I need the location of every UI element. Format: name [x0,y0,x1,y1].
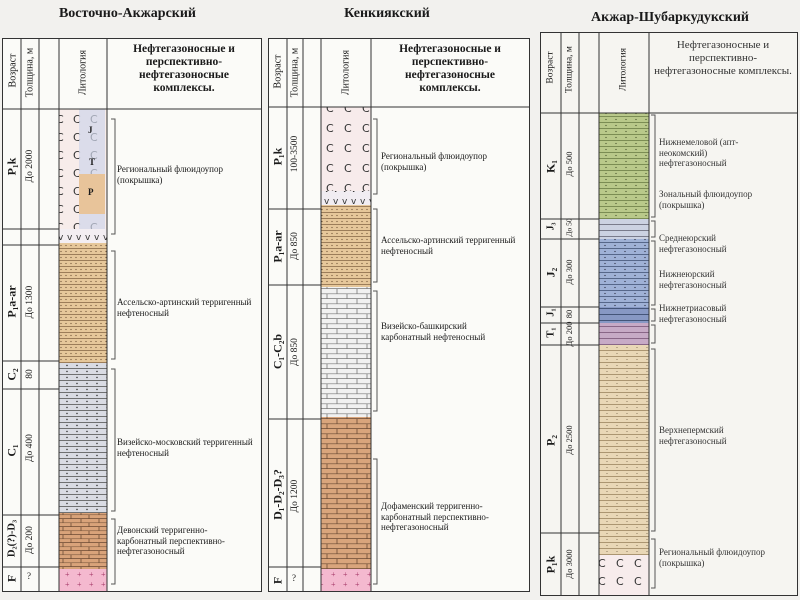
thickness-label: ? [27,571,31,581]
complex-description: Ассельско-артинский терригенный нефтеносный [381,235,516,256]
header-age: Возраст [272,54,284,89]
section-panel-2 [268,38,530,592]
column-title-akzhar-shubarkuduksky: Акжар-Шубаркудукский [591,10,749,25]
section-panel-3 [540,32,798,596]
age-label: P₁a-ar [270,230,285,263]
header-complexes: Нефтегазоносные и перспективно- нефтегазоносные комплексы. [654,39,792,77]
age-label: C₂ [4,368,19,381]
age-label: T₁ [545,327,557,338]
header-lithology: Литология [618,47,629,92]
column-title-kenkiyaksky: Кенкиякский [344,6,430,21]
header-age: Возраст [7,53,19,88]
thickness-label: До 400 [25,434,35,462]
thickness-label: До 200 [25,526,35,554]
age-label: J₂ [543,267,558,278]
thickness-label: 80 [25,369,35,379]
thickness-label: До 200 [564,321,574,347]
thickness-label: До 2000 [25,149,35,183]
age-label: P₁k [270,147,285,166]
complex-description: Зональный флюидоупор (покрышка) [659,189,753,210]
age-label: K₁ [543,160,558,173]
thickness-label: До 1200 [290,479,300,513]
age-label: F [4,574,19,583]
thickness-label: До 850 [290,338,300,366]
complex-description: Нижнетриасовый нефтегазоносный [659,303,727,324]
complex-description: Региональный флюидоупор (покрышка) [117,164,223,185]
age-label: J₃ [545,222,557,231]
column-title-vostochno-akzharsky: Восточно-Акжарский [58,6,197,21]
complex-description: Ассельско-артинский терригенный нефтеносный [117,297,252,318]
complex-description: Среднеюрский нефтегазоносный [659,233,727,254]
age-label: C₁ [4,444,19,457]
inclusion-label: T [89,157,96,167]
age-label: P₁k [543,555,558,574]
complex-description: Верхнепермский нефтегазоносный [659,425,727,446]
age-label: P₁k [4,157,19,176]
section-panel-1 [2,38,262,592]
thickness-label: До 300 [564,259,574,285]
header-thickness: Толщина, м [24,47,36,98]
complex-description: Региональный флюидоупор (покрышка) [659,547,765,568]
age-label: P₂ [543,435,558,446]
complex-description: Визейско-московский терригенный нефтеносный [117,437,253,458]
header-complexes: Нефтегазоносные и перспективно- нефтегазоносные комплексы. [133,43,235,94]
header-lithology: Литология [77,49,89,96]
complex-description: Нижнеюрский нефтегазоносный [659,269,727,290]
age-label: F [270,576,285,585]
thickness-label: До 2500 [564,425,574,455]
thickness-label: До 50 [564,218,574,237]
thickness-label: До 500 [564,151,574,177]
complex-description: Визейско-башкирский карбонатный нефтеносный [381,321,486,342]
age-label: J₁ [545,308,557,317]
complex-description: Дофаменский терригенно- карбонатный перспективно- нефтегазоносный [381,501,489,532]
thickness-label: 100-3500 [290,135,300,173]
inclusion-label: P [88,187,94,197]
complex-description: Девонский терригенно- карбонатный перспективно- нефтегазоносный [117,525,225,556]
thickness-label: ? [292,573,296,583]
complex-description: Региональный флюидоупор (покрышка) [381,151,487,172]
thickness-label: До 1300 [25,285,35,319]
header-age: Возраст [545,51,556,84]
thickness-label: До 3000 [564,549,574,579]
header-thickness: Толщина, м [564,46,575,93]
age-label: P₁a-ar [4,285,19,318]
complex-description: Нижнемеловой (апт- неокомский) нефтегазоносный [659,137,739,168]
header-thickness: Толщина, м [289,47,301,98]
header-lithology: Литология [340,49,352,96]
age-label: C₁-C₂b [270,333,285,370]
age-label: D₂(?)-D₃ [6,519,18,558]
header-complexes: Нефтегазоносные и перспективно- нефтегазоносные комплексы. [399,43,501,94]
inclusion-label: J [88,125,93,135]
thickness-label: 80 [564,309,574,319]
age-label: D₁-D₂-D₃? [270,469,285,520]
thickness-label: До 850 [290,232,300,260]
